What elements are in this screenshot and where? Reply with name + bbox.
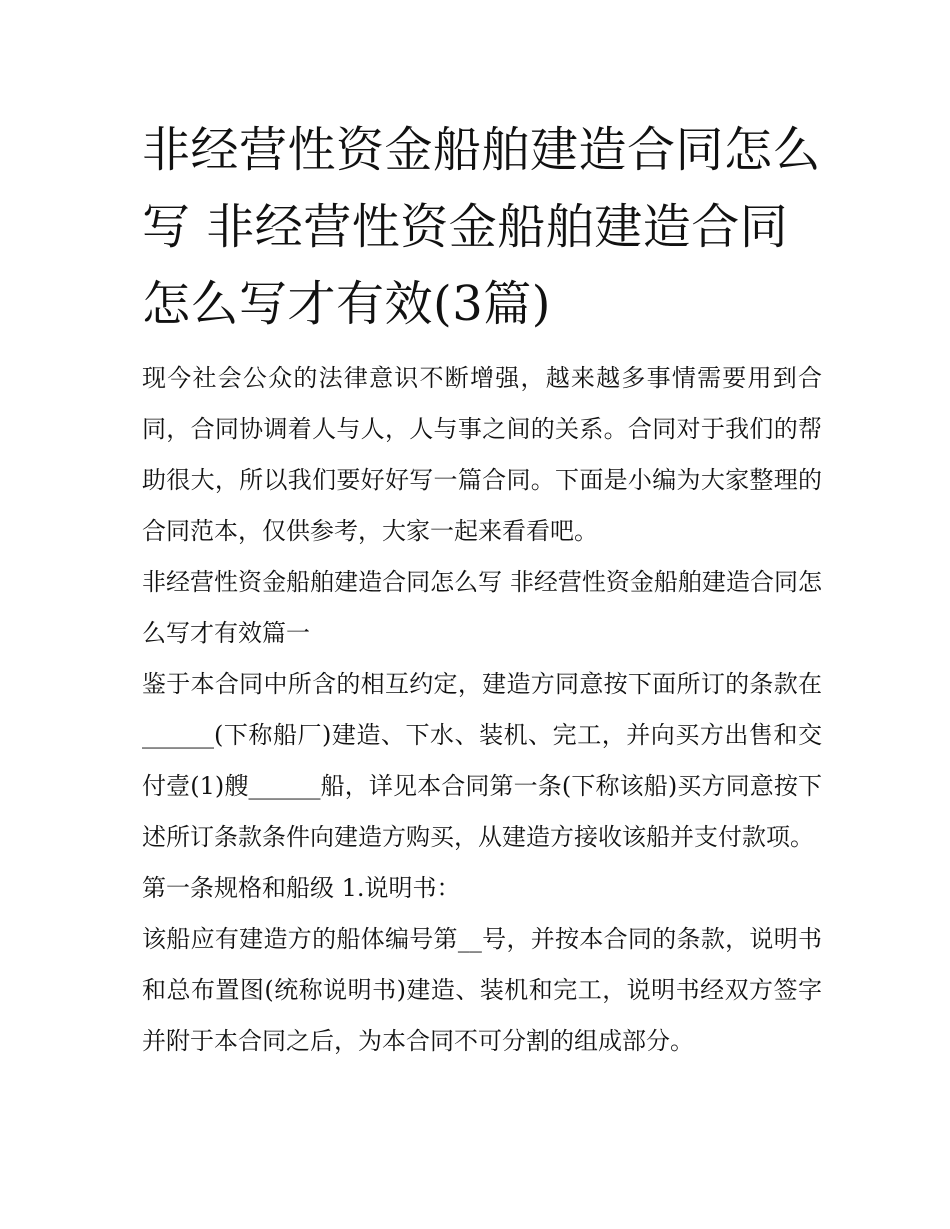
- document-title: 非经营性资金船舶建造合同怎么写 非经营性资金船舶建造合同怎么写才有效(3篇): [142, 122, 822, 332]
- specification-paragraph: 该船应有建造方的船体编号第__号，并按本合同的条款，说明书和总布置图(统称说明书)建造、装机和完工，说明书经双方签字并附于本合同之后，为本合同不可分割的组成部分。: [142, 925, 822, 1055]
- intro-paragraph: 现今社会公众的法律意识不断增强，越来越多事情需要用到合同，合同协调着人与人，人与事之间的关系。合同对于我们的帮助很大，所以我们要好好写一篇合同。下面是小编为大家整理的合同范本，仅供参考，大家一起来看看吧。: [142, 364, 822, 545]
- document-page: [142, 112, 822, 1067]
- contract-preamble-paragraph: 鉴于本合同中所含的相互约定，建造方同意按下面所订的条款在______(下称船厂)建造、下水、装机、完工，并向买方出售和交付壹(1)艘______船，详见本合同第一条(下称该船)买方同意按下述所订条款条件向建造方购买，从建造方接收该船并支付款项。: [142, 670, 822, 851]
- article-heading: 第一条规格和船级 1.说明书：: [142, 874, 461, 902]
- section-heading: 非经营性资金船舶建造合同怎么写 非经营性资金船舶建造合同怎么写才有效篇一: [142, 568, 822, 647]
- document-body: [142, 353, 822, 1067]
